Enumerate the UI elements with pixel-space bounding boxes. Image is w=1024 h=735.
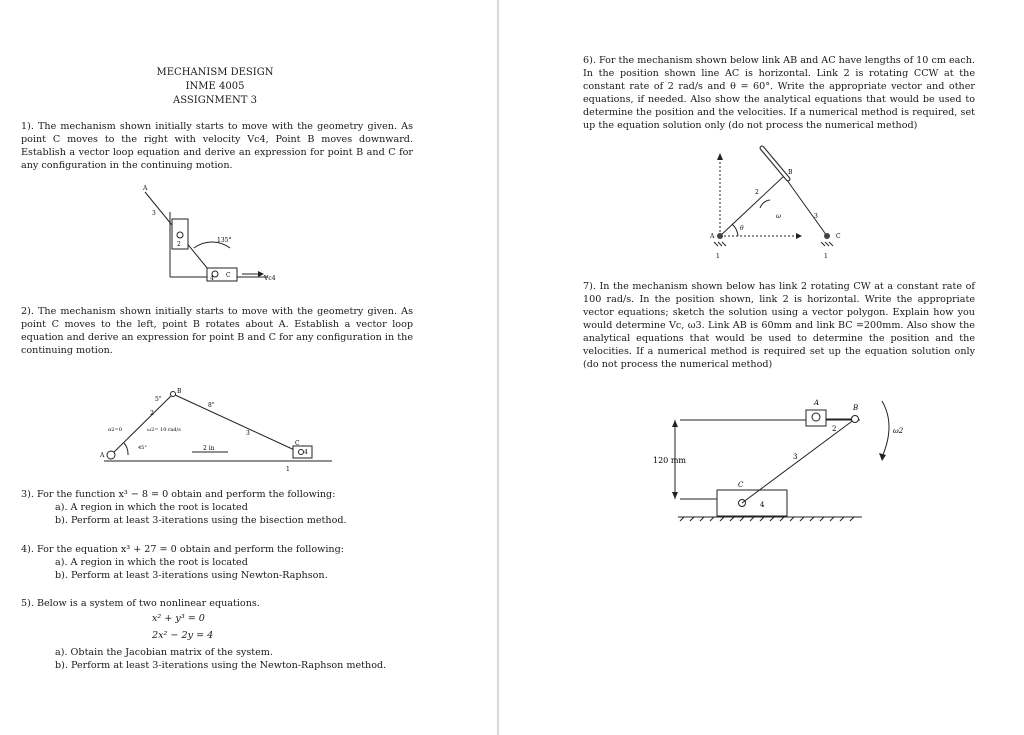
problem-3-part-a: a). A region in which the root is located [55,502,248,513]
pivot-a [717,233,723,239]
fig6-label-1a: 1 [716,253,720,260]
fig2-label-3: 3 [246,430,250,437]
link-3-line [742,419,855,503]
fig2-label-c: C [295,440,300,447]
problem-5-part-b: b). Perform at least 3-iterations using the Newton-Raphson method. [55,660,387,671]
pin-c [299,450,304,455]
fig2-len-ab: 5" [155,396,162,403]
problem-1-figure [130,182,280,282]
fig2-label-b: B [177,388,182,395]
fig1-label-4: 4 [210,275,214,282]
fig2-len-bc: 8" [208,402,215,409]
problem-4-part-a: a). A region in which the root is located [55,557,248,568]
fig6-label-1b: 1 [824,253,828,260]
dimension-arrow-top [672,420,678,427]
problem-5-part-a: a). Obtain the Jacobian matrix of the system. [55,647,273,658]
fig1-angle: 135° [217,237,232,244]
problem-7-text: 7). In the mechanism shown below has link 2 rotating CW at a constant rate of 100 rad/s. In the position shown, link 2 is horizontal. Write the appropriate vector equations; sketch the solution using a vector polygon. Explain how you would determine Vc, ω3. Link AB is 60mm and link BC =200mm. Also show the analytical equations that would be used to determine the position and the velocities. If a numerical method is required set up the equation solution only (do not process the numerical method) [583,281,975,370]
fig6-label-3: 3 [814,213,818,220]
problem-4-part-b: b). Perform at least 3-iterations using Newton-Raphson. [55,570,328,581]
fig6-label-b: B [788,169,793,176]
omega-arrowhead [879,453,886,461]
fig1-label-a: A [143,185,148,192]
problem-6-text: 6). For the mechanism shown below link AB and AC have lengths of 10 cm each. In the position shown line AC is horizontal. Link 2 is rotating CCW at the constant rate of 2 rad/s and θ = 60°. Write the appropriate vector and other equations, if needed. Also show the analytical equations that would be used to determine the position and the velocities. If a numerical method is required, set up the equation solution only (do not process the numerical method) [583,55,975,131]
slider-bar-inner [762,148,788,179]
ground-hatch-a [714,242,726,246]
angle-arc [124,443,128,455]
fig7-label-a: A [814,399,820,407]
theta-arc [732,224,738,236]
problem-4-intro: 4). For the equation x³ + 27 = 0 obtain and perform the following: [21,544,344,555]
pivot-a [107,451,115,459]
link-2-line [720,176,784,236]
fig7-omega: ω2 [893,427,904,435]
fig6-theta: θ [740,225,744,232]
fig2-alpha: α2=0 [108,427,122,433]
course-code: INME 4005 [185,81,245,92]
axis-arrowhead-right [796,233,802,239]
fig7-label-3: 3 [793,453,798,461]
problem-2-figure [100,385,340,475]
pin-b [171,392,176,397]
pivot-c [824,233,830,239]
fig6-label-a: A [710,233,715,240]
fig1-label-2: 2 [177,241,181,248]
problem-1-text: 1). The mechanism shown initially starts to move with the geometry given. As point C moves to the right with velocity Vc4, Point B moves downward. Establish a vector loop equation and derive an expression for point B and C for any configuration in the continuing motion. [21,121,413,171]
pin-b [852,416,859,423]
left-page [0,0,497,735]
slider-4-block [717,490,787,516]
fig6-label-c: C [836,233,841,240]
assignment-title: ASSIGNMENT 3 [173,95,257,106]
right-page [499,0,1024,735]
pin-b [177,232,183,238]
problem-7-figure [650,395,915,530]
fig2-label-a: A [100,452,105,459]
fig2-label-1: 1 [286,466,290,473]
fig7-label-4: 4 [760,501,765,509]
omega-arc [882,401,889,457]
ground-hatch-c [821,242,833,246]
problem-3-intro: 3). For the function x³ − 8 = 0 obtain and perform the following: [21,489,336,500]
problem-5-intro: 5). Below is a system of two nonlinear equations. [21,598,260,609]
fig1-velocity: Vc4 [264,275,276,282]
axis-arrowhead-up [717,153,723,160]
fig6-omega: ω [776,213,781,220]
fig2-label-2: 2 [150,410,154,417]
fig7-label-c: C [738,481,744,489]
fig7-height: 120 mm [653,456,686,465]
omega-arc [760,200,770,208]
fig2-scale: 2 in [203,445,215,452]
problem-2-text: 2). The mechanism shown initially starts to move with the geometry given. As point C moves to the left, point B rotates about A. Establish a vector loop equation and derive an expression for point B and C for any configuration in the continuing motion. [21,306,413,356]
dimension-arrow-bottom [672,492,678,499]
problem-6-figure [700,148,840,263]
fig2-label-4: 4 [304,449,308,456]
fig1-label-3: 3 [152,210,156,217]
fig6-label-2: 2 [755,189,759,196]
fig2-omega: ω2= 10 rad/s [147,427,181,433]
problem-5-equation-2: 2x² − 2y = 4 [152,630,214,641]
course-title: MECHANISM DESIGN [156,67,274,78]
fig7-label-2: 2 [832,425,837,433]
fig1-label-c: C [226,272,231,279]
link-3-line [173,394,301,453]
pivot-a [812,413,820,421]
course-header [130,66,300,108]
fig7-label-b: B [853,404,859,412]
link-3-line [784,176,827,236]
ground-hatch [680,517,854,521]
problem-5-equation-1: x² + y³ = 0 [152,613,205,624]
fig2-angle: 45° [138,445,147,451]
problem-3-part-b: b). Perform at least 3-iterations using the bisection method. [55,515,347,526]
